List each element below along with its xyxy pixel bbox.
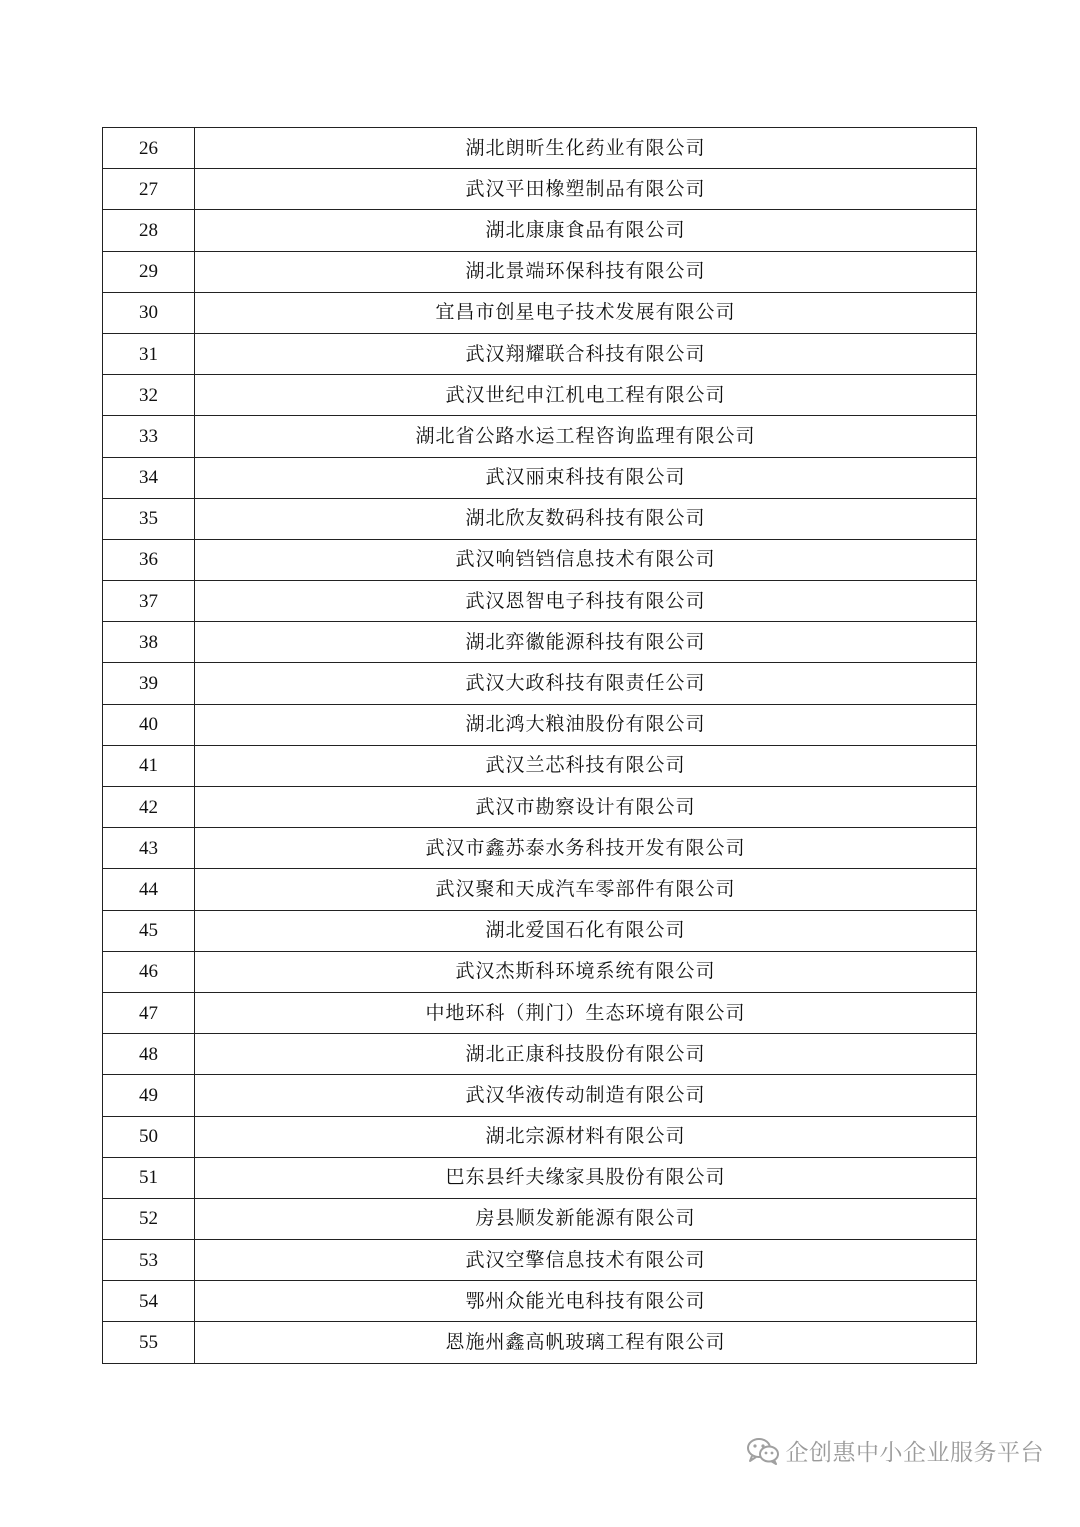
row-index: 30 — [103, 292, 195, 333]
row-index: 55 — [103, 1322, 195, 1363]
row-index: 53 — [103, 1240, 195, 1281]
company-name: 武汉兰芯科技有限公司 — [195, 745, 977, 786]
row-index: 47 — [103, 992, 195, 1033]
table-row — [103, 1322, 977, 1363]
table-row — [103, 1281, 977, 1322]
table-row — [103, 375, 977, 416]
row-index: 31 — [103, 333, 195, 374]
row-index: 27 — [103, 169, 195, 210]
table-row — [103, 1198, 977, 1239]
table-row — [103, 622, 977, 663]
table-row — [103, 292, 977, 333]
row-index: 39 — [103, 663, 195, 704]
company-name: 武汉恩智电子科技有限公司 — [195, 581, 977, 622]
row-index: 54 — [103, 1281, 195, 1322]
company-name: 武汉翔耀联合科技有限公司 — [195, 333, 977, 374]
company-name: 湖北爱国石化有限公司 — [195, 910, 977, 951]
watermark — [746, 1434, 1045, 1467]
table-row — [103, 416, 977, 457]
company-name: 湖北鸿大粮油股份有限公司 — [195, 704, 977, 745]
table-row — [103, 951, 977, 992]
company-name: 武汉大政科技有限责任公司 — [195, 663, 977, 704]
row-index: 49 — [103, 1075, 195, 1116]
row-index: 48 — [103, 1034, 195, 1075]
row-index: 40 — [103, 704, 195, 745]
company-name: 湖北弈徽能源科技有限公司 — [195, 622, 977, 663]
company-name: 巴东县纤夫缘家具股份有限公司 — [195, 1157, 977, 1198]
table-row — [103, 992, 977, 1033]
row-index: 44 — [103, 869, 195, 910]
table-row — [103, 869, 977, 910]
table-row — [103, 1116, 977, 1157]
company-name: 武汉市鑫苏泰水务科技开发有限公司 — [195, 828, 977, 869]
company-name: 湖北欣友数码科技有限公司 — [195, 498, 977, 539]
row-index: 26 — [103, 128, 195, 169]
table-row — [103, 539, 977, 580]
company-name: 湖北正康科技股份有限公司 — [195, 1034, 977, 1075]
row-index: 28 — [103, 210, 195, 251]
row-index: 51 — [103, 1157, 195, 1198]
company-name: 湖北宗源材料有限公司 — [195, 1116, 977, 1157]
table-row — [103, 498, 977, 539]
row-index: 42 — [103, 787, 195, 828]
company-name: 武汉平田橡塑制品有限公司 — [195, 169, 977, 210]
company-name: 湖北景端环保科技有限公司 — [195, 251, 977, 292]
company-name: 武汉丽束科技有限公司 — [195, 457, 977, 498]
table-row — [103, 910, 977, 951]
row-index: 37 — [103, 581, 195, 622]
table-row — [103, 581, 977, 622]
company-name: 房县顺发新能源有限公司 — [195, 1198, 977, 1239]
company-name: 鄂州众能光电科技有限公司 — [195, 1281, 977, 1322]
table-row — [103, 828, 977, 869]
company-name: 武汉杰斯科环境系统有限公司 — [195, 951, 977, 992]
company-table — [102, 127, 977, 1364]
table-row — [103, 704, 977, 745]
table-row — [103, 251, 977, 292]
company-table-body — [103, 128, 977, 1364]
table-row — [103, 1157, 977, 1198]
company-name: 武汉空擎信息技术有限公司 — [195, 1240, 977, 1281]
table-row — [103, 333, 977, 374]
company-name: 恩施州鑫高帆玻璃工程有限公司 — [195, 1322, 977, 1363]
company-name: 武汉响铛铛信息技术有限公司 — [195, 539, 977, 580]
company-name: 湖北康康食品有限公司 — [195, 210, 977, 251]
watermark-text: 企创惠中小企业服务平台 — [785, 1440, 1044, 1466]
company-name: 武汉世纪申江机电工程有限公司 — [195, 375, 977, 416]
row-index: 52 — [103, 1198, 195, 1239]
table-row — [103, 1240, 977, 1281]
row-index: 32 — [103, 375, 195, 416]
company-name: 宜昌市创星电子技术发展有限公司 — [195, 292, 977, 333]
row-index: 43 — [103, 828, 195, 869]
table-row — [103, 169, 977, 210]
company-name: 武汉聚和天成汽车零部件有限公司 — [195, 869, 977, 910]
table-row — [103, 128, 977, 169]
company-name: 武汉华液传动制造有限公司 — [195, 1075, 977, 1116]
row-index: 45 — [103, 910, 195, 951]
table-row — [103, 1034, 977, 1075]
row-index: 50 — [103, 1116, 195, 1157]
company-name: 湖北朗昕生化药业有限公司 — [195, 128, 977, 169]
wechat-icon — [746, 1437, 780, 1465]
row-index: 33 — [103, 416, 195, 457]
row-index: 36 — [103, 539, 195, 580]
table-row — [103, 210, 977, 251]
table-row — [103, 745, 977, 786]
row-index: 46 — [103, 951, 195, 992]
company-name: 中地环科（荆门）生态环境有限公司 — [195, 992, 977, 1033]
row-index: 41 — [103, 745, 195, 786]
row-index: 29 — [103, 251, 195, 292]
table-row — [103, 1075, 977, 1116]
company-name: 湖北省公路水运工程咨询监理有限公司 — [195, 416, 977, 457]
table-row — [103, 663, 977, 704]
table-row — [103, 457, 977, 498]
row-index: 35 — [103, 498, 195, 539]
table-row — [103, 787, 977, 828]
row-index: 34 — [103, 457, 195, 498]
row-index: 38 — [103, 622, 195, 663]
company-name: 武汉市勘察设计有限公司 — [195, 787, 977, 828]
